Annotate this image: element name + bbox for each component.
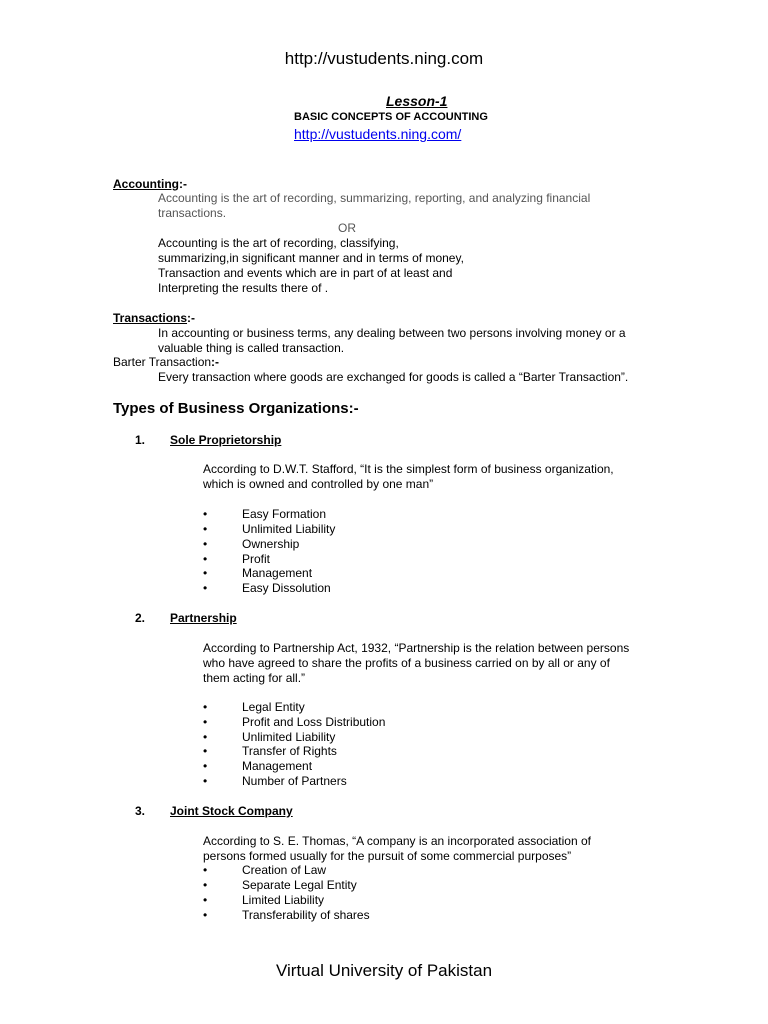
list-item: Management [242,759,313,773]
bullet: • [203,507,208,521]
bullet: • [203,744,208,758]
list-item: Ownership [242,537,300,551]
section-1-quote-line2: which is owned and controlled by one man” [203,477,434,491]
section-3-quote-line1: According to S. E. Thomas, “A company is an incorporated association of [203,834,591,848]
accounting-def2-line4: Interpreting the results there of . [158,281,329,295]
barter-def: Every transaction where goods are exchanged for goods is called a “Barter Transaction”. [158,370,629,384]
footer-title: Virtual University of Pakistan [275,961,493,980]
section-3-title: Joint Stock Company [170,804,293,818]
bullet: • [203,863,208,877]
list-item: Limited Liability [242,893,325,907]
bullet: • [203,537,208,551]
bullet: • [203,522,208,536]
transactions-def-line2: valuable thing is called transaction. [158,341,345,355]
bullet: • [203,759,208,773]
list-item: Transfer of Rights [242,744,337,758]
list-item: Creation of Law [242,863,327,877]
bullet: • [203,552,208,566]
section-3-quote-line2: persons formed usually for the pursuit of some commercial purposes” [203,849,572,863]
list-item: Legal Entity [242,700,305,714]
accounting-heading-line [113,177,187,192]
lesson-subtitle: BASIC CONCEPTS OF ACCOUNTING [294,111,488,123]
accounting-def1-line2: transactions. [158,206,227,220]
list-item: Management [242,566,313,580]
lesson-link[interactable]: http://vustudents.ning.com/ [294,126,462,142]
header-url: http://vustudents.ning.com [284,49,484,68]
list-item: Unlimited Liability [242,522,336,536]
list-item: Easy Dissolution [242,581,331,595]
bullet: • [203,581,208,595]
bullet: • [203,893,208,907]
section-2-quote-line1: According to Partnership Act, 1932, “Partnership is the relation between persons [203,641,630,655]
transactions-heading: Transactions [113,311,188,325]
accounting-def1-line1: Accounting is the art of recording, summarizing, reporting, and analyzing financial [158,191,591,205]
section-2-number: 2. [135,611,146,625]
section-3-number: 3. [135,804,146,818]
section-2-quote-line2: who have agreed to share the profits of a business carried on by all or any of [203,656,610,670]
bullet: • [203,908,208,922]
accounting-heading: Accounting [113,177,179,191]
bullet: • [203,715,208,729]
accounting-suffix: :- [179,177,187,191]
bullet: • [203,700,208,714]
bullet: • [203,730,208,744]
bullet: • [203,878,208,892]
accounting-def2-line3: Transaction and events which are in part of at least and [158,266,453,280]
list-item: Number of Partners [242,774,347,788]
list-item: Separate Legal Entity [242,878,357,892]
list-item: Unlimited Liability [242,730,336,744]
transactions-heading-line [113,311,195,326]
list-item: Transferability of shares [242,908,370,922]
list-item: Easy Formation [242,507,327,521]
accounting-def2-line1: Accounting is the art of recording, classifying, [158,236,399,250]
types-heading: Types of Business Organizations:- [113,400,359,417]
list-item: Profit and Loss Distribution [242,715,386,729]
accounting-def2-line2: summarizing,in significant manner and in terms of money, [158,251,464,265]
transactions-def-line1: In accounting or business terms, any dealing between two persons involving money or a [158,326,626,340]
section-1-title: Sole Proprietorship [170,433,282,447]
section-1-number: 1. [135,433,146,447]
lesson-title: Lesson-1 [386,93,448,109]
bullet: • [203,774,208,788]
barter-suffix: :- [211,355,220,369]
bullet: • [203,566,208,580]
accounting-or: OR [338,221,356,235]
list-item: Profit [242,552,271,566]
barter-heading-line [113,355,219,370]
section-1-quote-line1: According to D.W.T. Stafford, “It is the simplest form of business organization, [203,462,614,476]
barter-label: Barter Transaction [113,355,212,369]
section-2-quote-line3: them acting for all.” [203,671,306,685]
section-2-title: Partnership [170,611,237,625]
transactions-suffix: :- [187,311,196,325]
